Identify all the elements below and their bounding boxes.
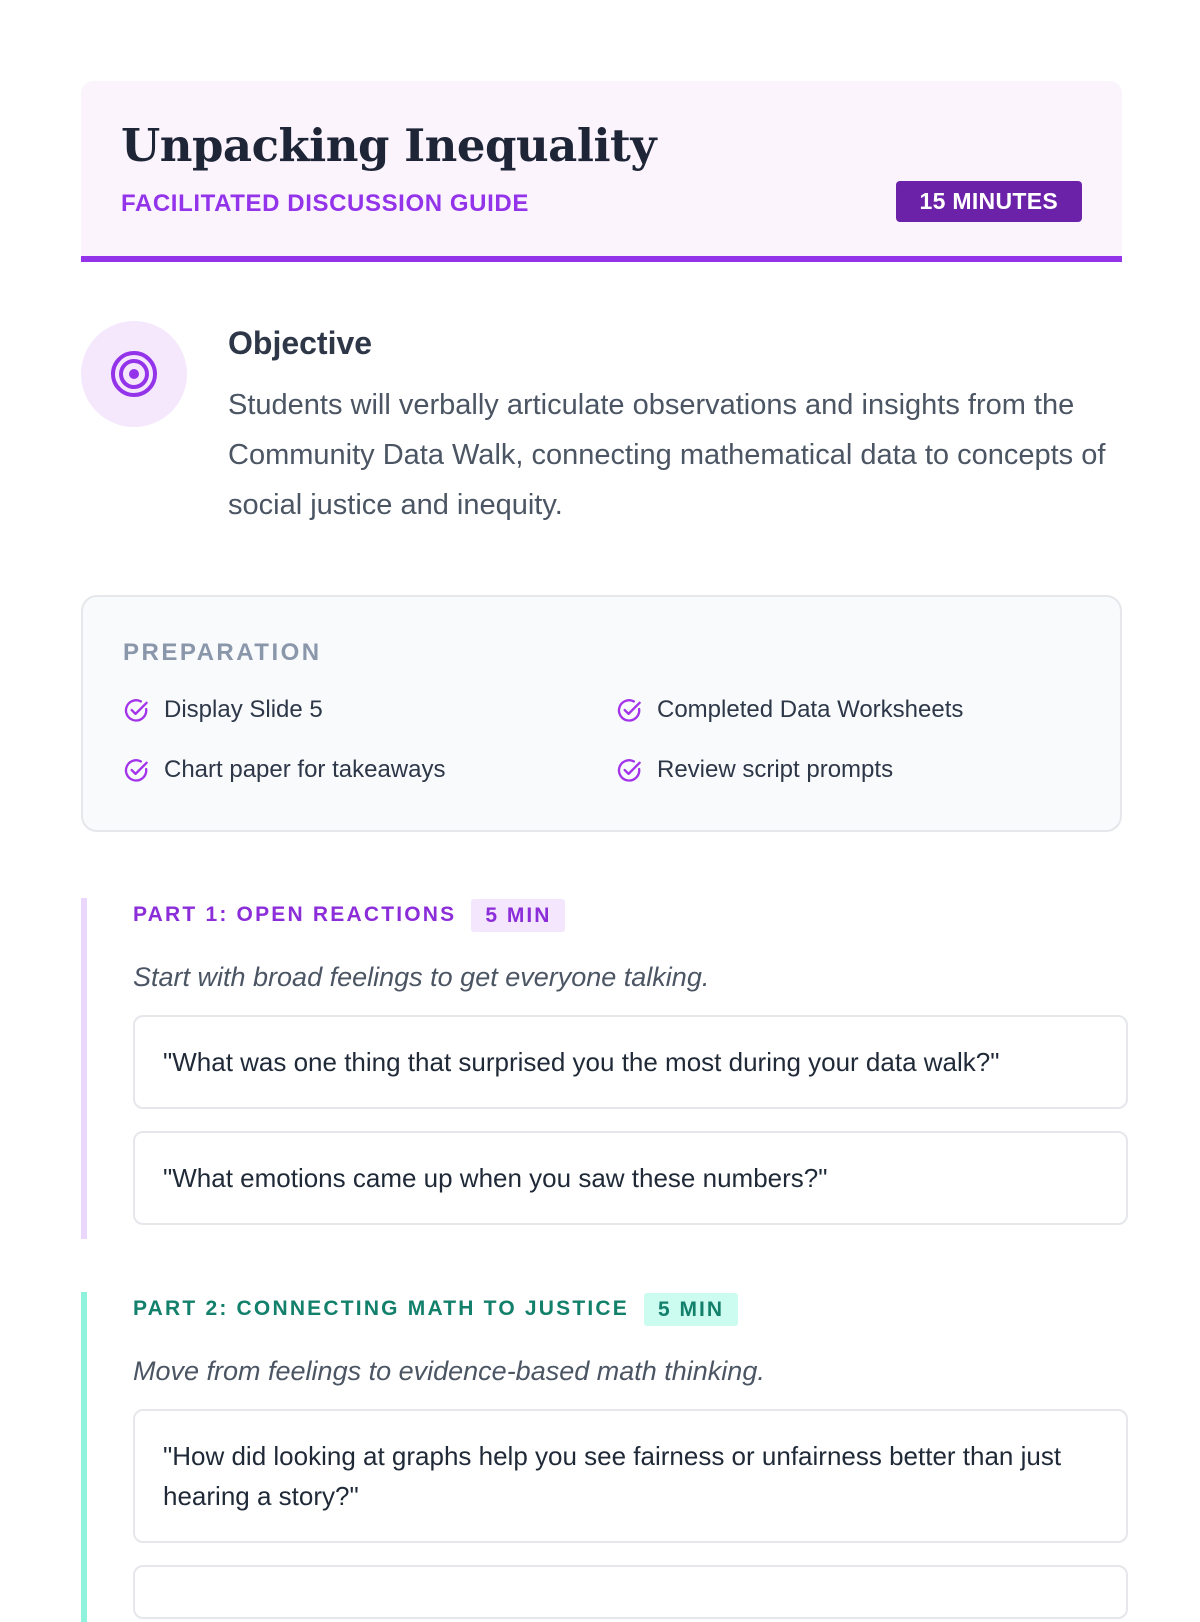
part-duration-badge: 5 MIN [471, 899, 565, 932]
check-circle-icon [123, 757, 150, 784]
preparation-heading: PREPARATION [123, 639, 322, 666]
question-prompt-partial [133, 1565, 1128, 1619]
page-title: Unpacking Inequality [121, 119, 656, 172]
part-2-section [81, 1292, 1122, 1622]
part-heading [133, 898, 1122, 932]
part-1-section [81, 898, 1122, 1239]
preparation-card [81, 595, 1122, 832]
duration-badge: 15 MINUTES [896, 181, 1082, 222]
part-title: PART 2: CONNECTING MATH TO JUSTICE [133, 1297, 629, 1320]
guide-header [81, 81, 1122, 262]
question-prompt: "How did looking at graphs help you see fairness or unfairness better than just hearing a story?" [133, 1409, 1128, 1543]
part-intro: Move from feelings to evidence-based math thinking. [133, 1356, 765, 1386]
objective-heading: Objective [228, 325, 373, 361]
objective-icon-wrap [81, 321, 187, 427]
prep-item-label: Review script prompts [657, 756, 894, 783]
prep-item [123, 696, 323, 724]
part-title: PART 1: OPEN REACTIONS [133, 903, 457, 926]
check-circle-icon [123, 697, 150, 724]
prep-item-label: Display Slide 5 [164, 696, 323, 723]
prep-item [616, 696, 963, 724]
page-subtitle: FACILITATED DISCUSSION GUIDE [121, 190, 529, 217]
check-circle-icon [616, 697, 643, 724]
part-intro: Start with broad feelings to get everyone talking. [133, 962, 710, 992]
prep-item-label: Chart paper for takeaways [164, 756, 446, 783]
target-icon [109, 349, 159, 399]
prep-item [616, 756, 893, 784]
prep-item [123, 756, 445, 784]
check-circle-icon [616, 757, 643, 784]
question-prompt: "What was one thing that surprised you the most during your data walk?" [133, 1015, 1128, 1109]
part-heading [133, 1292, 1122, 1326]
part-duration-badge: 5 MIN [644, 1293, 738, 1326]
objective-text: Students will verbally articulate observations and insights from the Community Data Walk, connecting mathematical data to concepts of social justice and inequity. [228, 389, 1106, 521]
question-prompt: "What emotions came up when you saw these numbers?" [133, 1131, 1128, 1225]
prep-item-label: Completed Data Worksheets [657, 696, 964, 723]
